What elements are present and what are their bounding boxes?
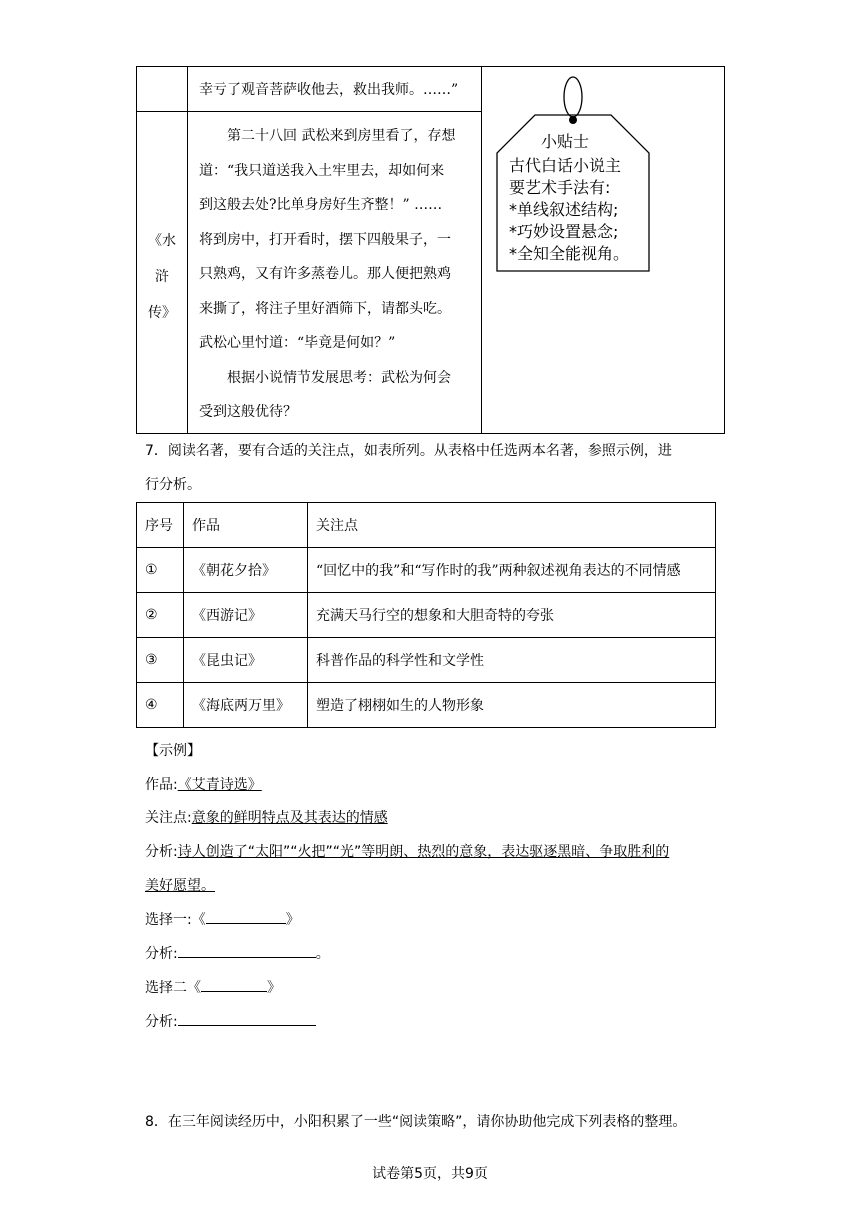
passage-line: 受到这般优待？ — [199, 404, 297, 420]
choice1-row — [145, 909, 300, 930]
analysis-value: 诗人创造了“太阳”“火把”“光”等明朗、热烈的意象，表达驱逐黑暗、争取胜利的 — [177, 844, 670, 860]
tip-body — [509, 155, 629, 265]
table-cell: 科普作品的科学性和文学性 — [308, 638, 716, 683]
focus-value: 意象的鲜明特点及其表达的情感 — [191, 810, 388, 826]
analysis-value-cont: 美好愿望。 — [145, 878, 215, 894]
example-analysis-cont — [145, 876, 215, 896]
q7-prompt-line2: 行分析。 — [145, 477, 201, 493]
passage-line: 根据小说情节发展思考：武松为何会 — [227, 369, 451, 386]
passage-line: 第二十八回 武松来到房里看了，存想 — [227, 128, 456, 144]
table-cell: 《朝花夕拾》 — [184, 548, 308, 593]
choice2-blank[interactable] — [201, 977, 267, 992]
row2-title-line: 浒 — [155, 269, 169, 285]
table-row — [137, 638, 716, 683]
header-cell: 关注点 — [308, 503, 716, 548]
passage-line: 将到房中，打开看时，摆下四般果子，一 — [199, 231, 451, 248]
analysis2-blank[interactable] — [178, 1011, 316, 1026]
analysis1-label: 分析: — [145, 946, 178, 962]
table-cell: 充满天马行空的想象和大胆奇特的夸张 — [308, 593, 716, 638]
passage-line: 只熟鸡，又有许多蒸卷儿。那人便把熟鸡 — [199, 266, 451, 282]
row1-text: 幸亏了观音菩萨收他去，救出我师。……” — [199, 82, 459, 98]
table-cell: ③ — [137, 638, 184, 683]
work-label: 作品: — [145, 777, 178, 793]
work-value: 《艾青诗选》 — [177, 777, 262, 793]
table-row — [137, 593, 716, 638]
top-table — [136, 66, 725, 434]
row2-passage — [199, 119, 475, 430]
analysis1-row — [145, 943, 330, 964]
table-cell: 《昆虫记》 — [184, 638, 308, 683]
passage-line: 到这般去处?比单身房好生齐整！” …… — [199, 197, 443, 213]
example-work — [145, 775, 262, 795]
choice1-label: 选择一:《 — [145, 912, 206, 928]
analysis-label: 分析: — [145, 844, 178, 860]
row2-title-line: 《水 — [148, 233, 176, 249]
choice2-label: 选择二《 — [145, 980, 201, 996]
table-row — [137, 548, 716, 593]
focus-label: 关注点: — [145, 810, 192, 826]
example-analysis — [145, 842, 669, 862]
choice1-end: 》 — [285, 912, 300, 928]
tip-line: *巧妙设置悬念; — [509, 222, 619, 241]
row2-title-line: 传》 — [148, 305, 176, 321]
row-divider — [137, 111, 481, 112]
col-divider — [481, 67, 482, 433]
reading-focus-table — [136, 502, 716, 728]
table-cell: “回忆中的我”和“写作时的我”两种叙述视角表达的不同情感 — [308, 548, 716, 593]
tip-line: *单线叙述结构; — [509, 200, 619, 219]
analysis2-row — [145, 1011, 316, 1032]
passage-line: 来撕了，将注子里好酒筛下，请都头吃。 — [199, 300, 451, 317]
row2-title — [137, 223, 187, 331]
header-cell: 作品 — [184, 503, 308, 548]
analysis1-blank[interactable] — [178, 943, 316, 958]
choice2-row — [145, 977, 281, 998]
analysis2-label: 分析: — [145, 1014, 178, 1030]
table-row — [137, 683, 716, 728]
page-footer: 试卷第5页，共9页 — [372, 1166, 488, 1182]
tip-line: 古代白话小说主 — [509, 156, 622, 175]
table-cell: 《西游记》 — [184, 593, 308, 638]
choice1-blank[interactable] — [206, 909, 286, 924]
col-divider — [187, 67, 188, 433]
tip-line: 要艺术手法有: — [509, 178, 611, 197]
passage-line: 武松心里忖道：“毕竟是何如？” — [199, 335, 396, 351]
analysis1-end: 。 — [315, 946, 330, 962]
example-label: 【示例】 — [145, 743, 201, 759]
table-cell: 塑造了栩栩如生的人物形象 — [308, 683, 716, 728]
table-header-row — [137, 503, 716, 548]
choice2-end: 》 — [267, 980, 281, 996]
header-cell: 序号 — [137, 503, 184, 548]
tip-line: *全知全能视角。 — [509, 244, 630, 263]
table-cell: ④ — [137, 683, 184, 728]
example-focus — [145, 808, 388, 828]
q8-prompt: 8．在三年阅读经历中，小阳积累了一些“阅读策略”，请你协助他完成下列表格的整理。 — [145, 1114, 687, 1130]
passage-line: 道：“我只道送我入土牢里去，却如何来 — [199, 162, 445, 179]
table-cell: ① — [137, 548, 184, 593]
tip-title: 小贴士 — [541, 132, 590, 151]
q7-prompt-line1: 7．阅读名著，要有合适的关注点，如表所列。从表格中任选两本名著，参照示例，进 — [145, 443, 672, 459]
table-cell: 《海底两万里》 — [184, 683, 308, 728]
table-cell: ② — [137, 593, 184, 638]
